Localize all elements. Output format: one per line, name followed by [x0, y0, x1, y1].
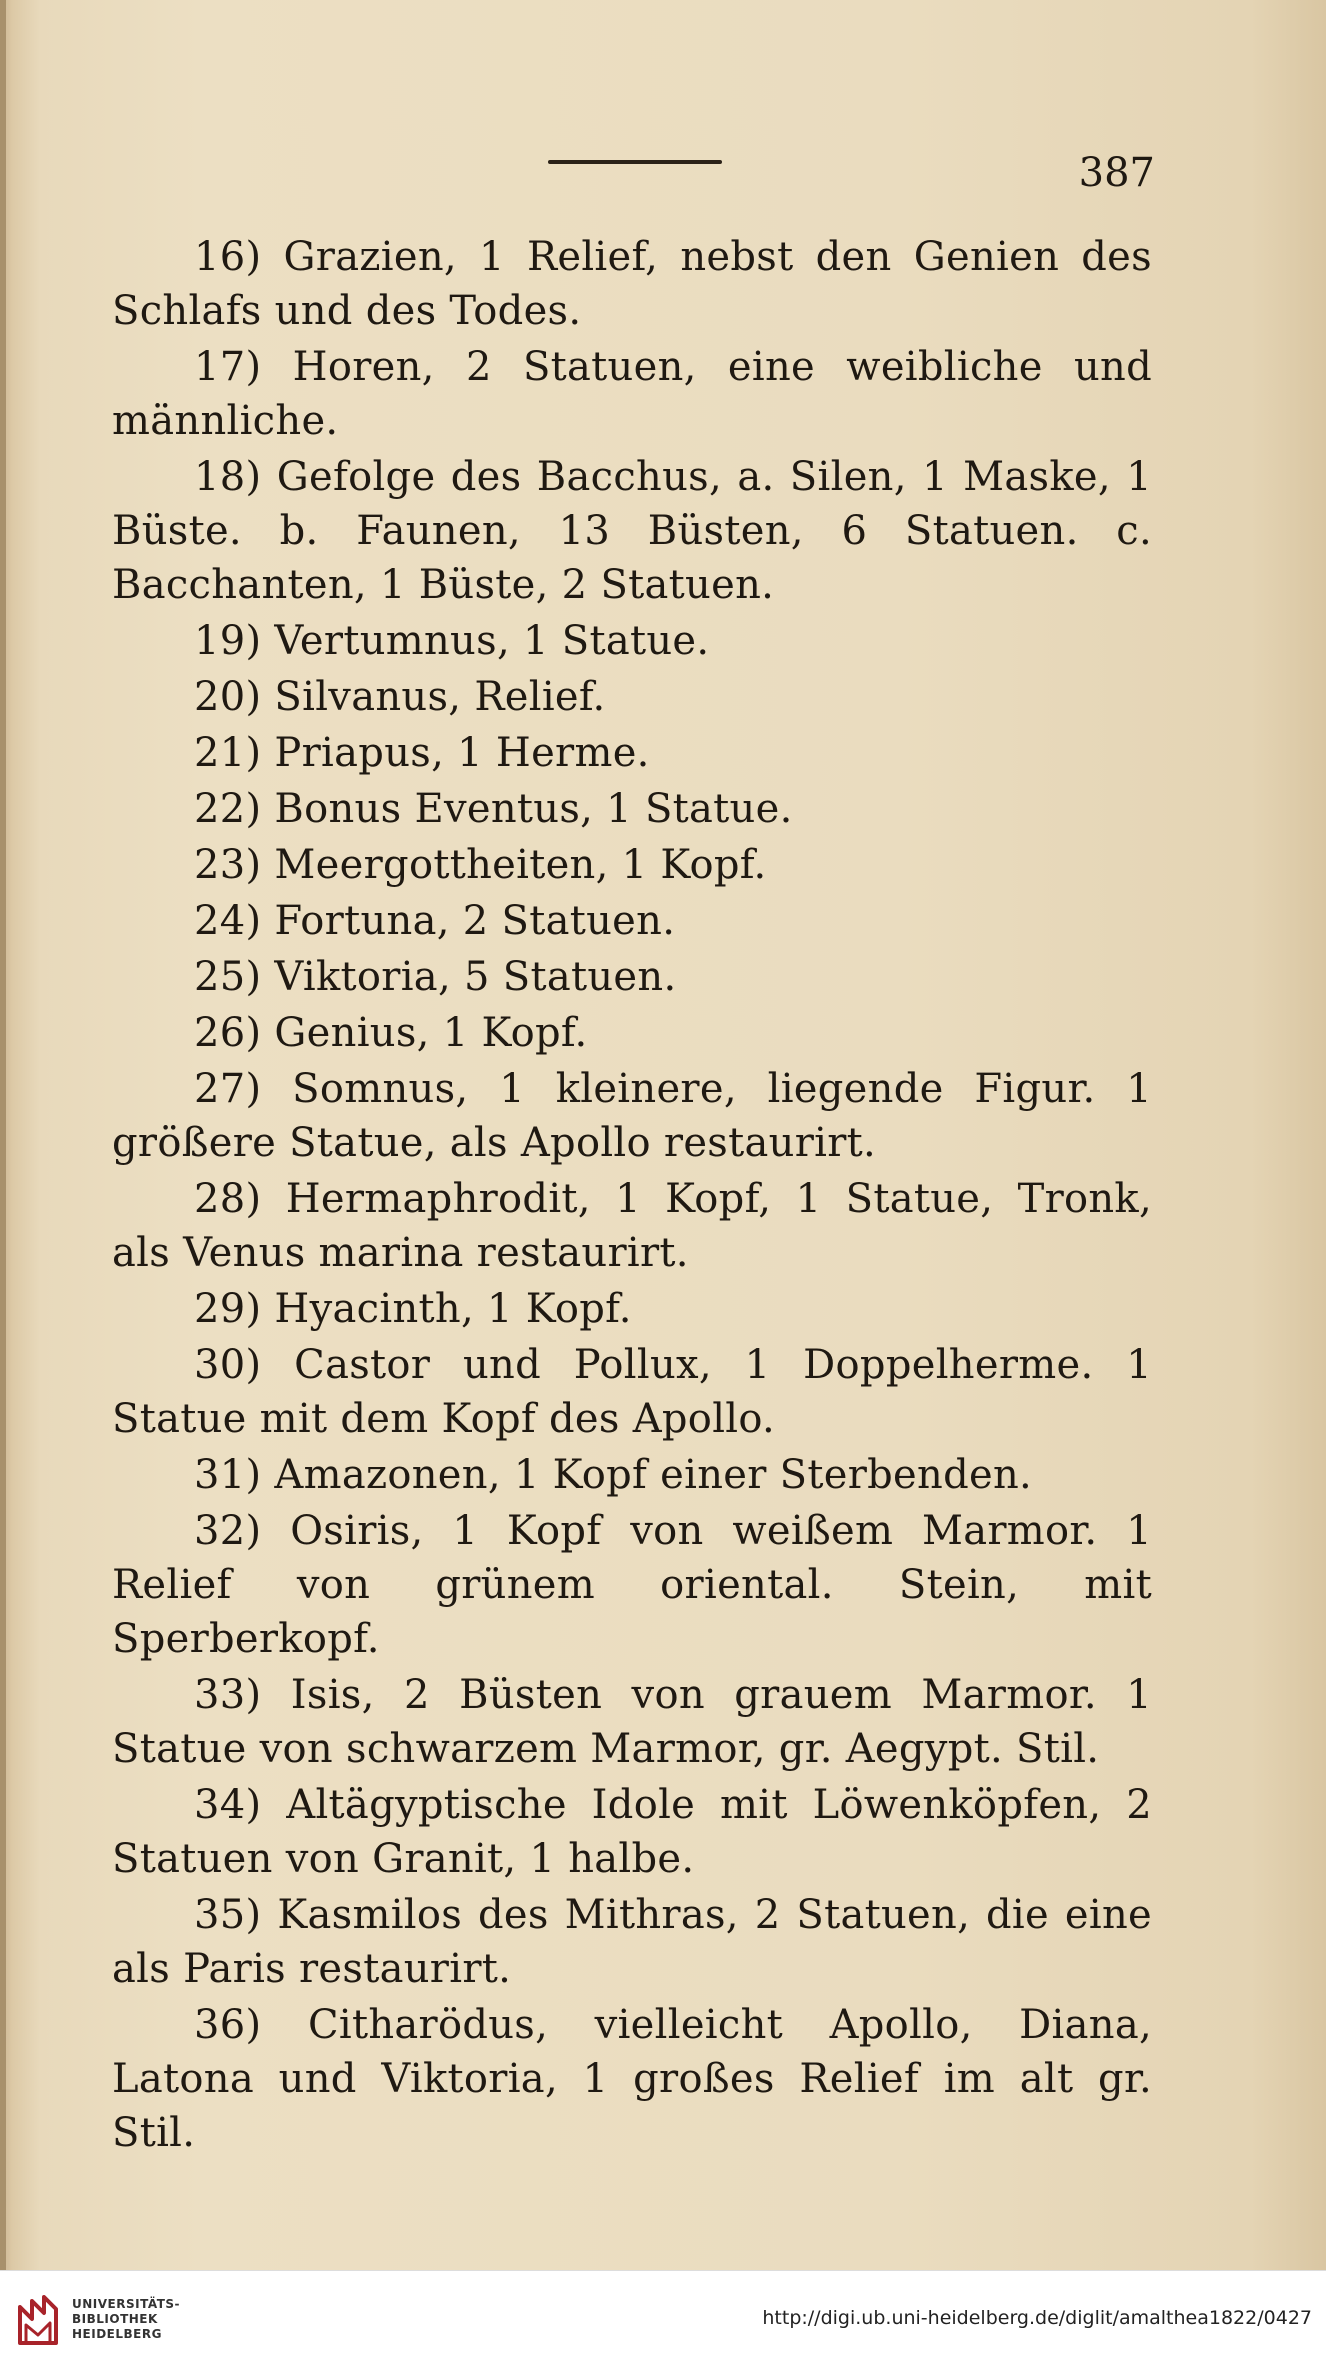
entry-21: 21) Priapus, 1 Herme. — [194, 730, 650, 776]
source-url[interactable]: http://digi.ub.uni-heidelberg.de/diglit/amalthea1822/0427 — [762, 2307, 1312, 2329]
page-text — [112, 230, 1152, 2162]
library-name-line-3: HEIDELBERG — [72, 2327, 162, 2341]
entry-22: 22) Bonus Eventus, 1 Statue. — [194, 786, 793, 832]
entry-26: 26) Genius, 1 Kopf. — [194, 1010, 588, 1056]
entry-32: 32) Osiris, 1 Kopf von weißem Marmor. 1 Relief von grünem oriental. Stein, mit Sperberkopf. — [112, 1508, 1152, 1662]
entry-24: 24) Fortuna, 2 Statuen. — [194, 898, 676, 944]
entry-19: 19) Vertumnus, 1 Statue. — [194, 618, 710, 664]
entry-29: 29) Hyacinth, 1 Kopf. — [194, 1286, 632, 1332]
entry-30: 30) Castor und Pollux, 1 Doppelherme. 1 Statue mit dem Kopf des Apollo. — [112, 1342, 1152, 1442]
entry-34: 34) Altägyptische Idole mit Löwenköpfen, 2 Statuen von Granit, 1 halbe. — [112, 1782, 1152, 1882]
entry-17: 17) Horen, 2 Statuen, eine weibliche und männliche. — [112, 344, 1152, 444]
entry-20: 20) Silvanus, Relief. — [194, 674, 606, 720]
page-number: 387 — [1078, 150, 1155, 196]
entry-23: 23) Meergottheiten, 1 Kopf. — [194, 842, 767, 888]
library-name-line-2: BIBLIOTHEK — [72, 2312, 158, 2326]
entry-18: 18) Gefolge des Bacchus, a. Silen, 1 Maske, 1 Büste. b. Faunen, 13 Büsten, 6 Statuen. c. Bacchanten, 1 Büste, 2 Statuen. — [112, 454, 1152, 608]
entry-28: 28) Hermaphrodit, 1 Kopf, 1 Statue, Tronk, als Venus marina restaurirt. — [112, 1176, 1152, 1276]
library-name-line-1: UNIVERSITÄTS- — [72, 2297, 181, 2311]
header-rule — [548, 160, 722, 164]
entry-16: 16) Grazien, 1 Relief, nebst den Genien des Schlafs und des Todes. — [112, 234, 1152, 334]
entry-35: 35) Kasmilos des Mithras, 2 Statuen, die eine als Paris restaurirt. — [112, 1892, 1152, 1992]
library-name — [72, 2297, 180, 2342]
entry-33: 33) Isis, 2 Büsten von grauem Marmor. 1 Statue von schwarzem Marmor, gr. Aegypt. Stil. — [112, 1672, 1152, 1772]
entry-36: 36) Citharödus, vielleicht Apollo, Diana, Latona und Viktoria, 1 großes Relief im alt gr. Stil. — [112, 2002, 1152, 2156]
entry-31: 31) Amazonen, 1 Kopf einer Sterbenden. — [194, 1452, 1033, 1498]
viewer-footer — [0, 2270, 1326, 2370]
entry-25: 25) Viktoria, 5 Statuen. — [194, 954, 677, 1000]
page-binding-edge — [0, 0, 6, 2270]
entry-27: 27) Somnus, 1 kleinere, liegende Figur. 1 größere Statue, als Apollo restaurirt. — [112, 1066, 1152, 1166]
heidelberg-library-logo-icon — [14, 2293, 62, 2349]
